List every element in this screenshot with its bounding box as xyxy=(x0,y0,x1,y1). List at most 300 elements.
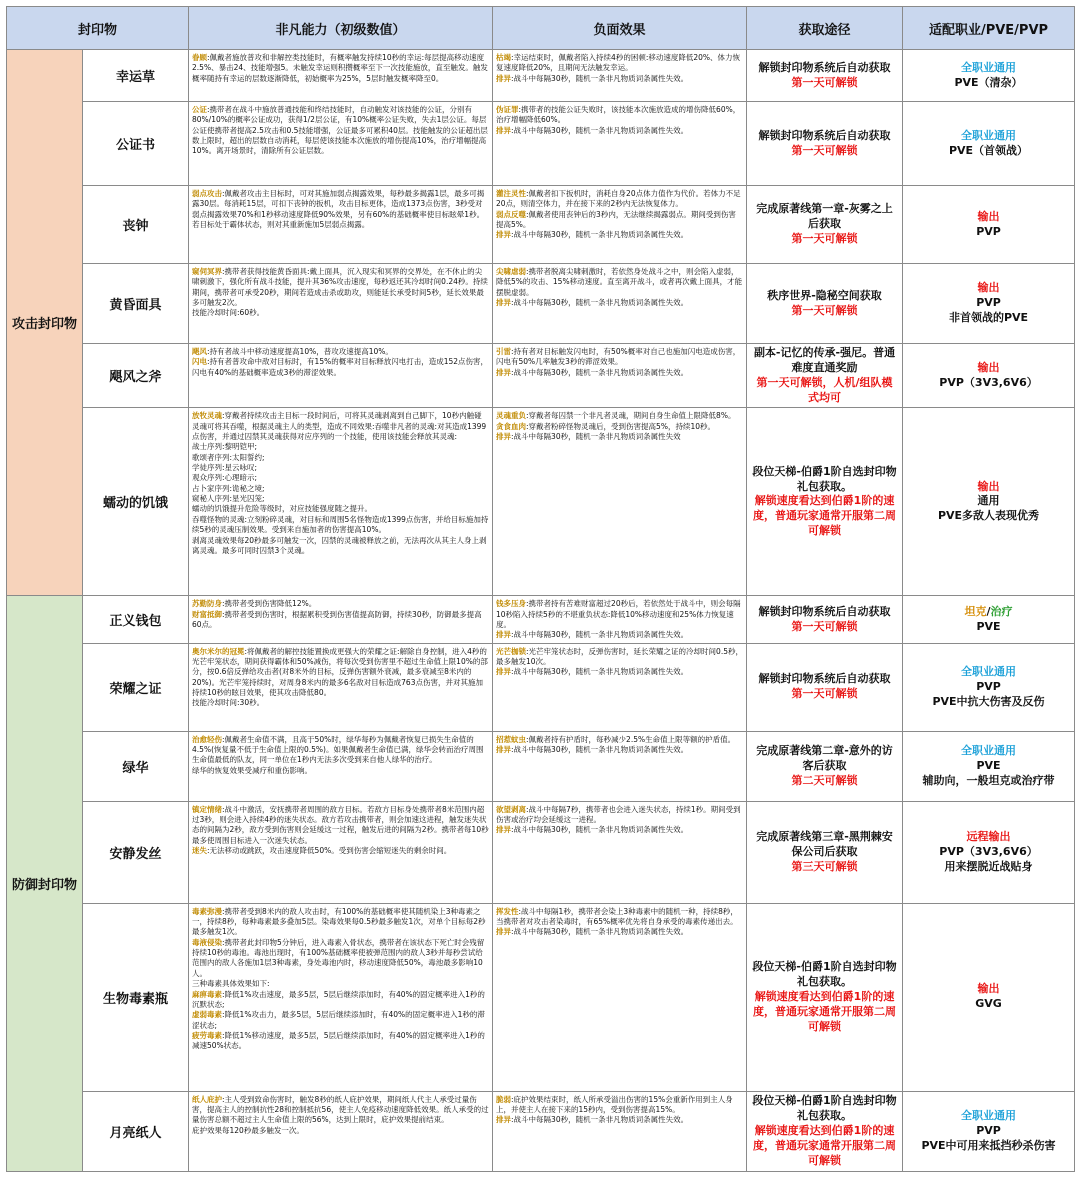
header-ability: 非凡能力（初级数值） xyxy=(189,7,493,50)
negative-term: 排异 xyxy=(496,825,512,835)
class-line: PVP（3V3,6V6） xyxy=(939,375,1038,389)
ability-term: 麻痹毒素 xyxy=(192,989,223,999)
acquire-line: 段位天梯-伯爵1阶自选封印物礼包获取。 xyxy=(752,464,897,493)
ability-line xyxy=(192,938,489,979)
class-line: PVE中抗大伤害及反伤 xyxy=(932,694,1045,708)
ability-text: :降低1%移动速度，最多5层，5层后继续添加时，有40%的固定概率进入1秒的减速50%状态。 xyxy=(192,1030,485,1051)
header-negative: 负面效果 xyxy=(493,7,747,50)
negative-term: 引雷 xyxy=(496,347,512,356)
table-row xyxy=(7,731,1075,801)
class-cell xyxy=(903,731,1075,801)
ability-text: :将佩戴者的解控技能置换成更强大的荣耀之证:解除自身控制，进入4秒的光芒牢笼状态，期间获得霸体和50%减伤，将每次受到伤害里不超过生命值上限10%的部分，按0.6倍反弹给攻击者(对8米外的目标，反弹伤害额外衰减，最多衰减至8米内的20%)。光芒牢笼持续时，对周身8米内的最多6名敌对目标造成763点伤害，并对其施加持续10秒的眩目效果，使其攻击降低80。 xyxy=(192,646,488,698)
acquire-line: 第二天可解锁 xyxy=(791,773,858,787)
acquire-cell xyxy=(747,102,903,186)
ability-term: 眷顾 xyxy=(192,53,208,62)
ability-term: 迷失 xyxy=(192,846,208,856)
ability-text: :携带者受到伤害时，根据累积受到伤害值提高防御，持续30秒，防御最多提高60点。 xyxy=(192,609,482,630)
negative-term: 排异 xyxy=(496,667,512,677)
ability-line xyxy=(192,53,489,84)
negative-line xyxy=(496,210,743,231)
negative-text: :幸运结束时，佩戴者陷入持续4秒的困顿:移动速度降低20%、体力恢复速度降低20%，且期间无法触发幸运。 xyxy=(496,53,741,73)
seal-name: 月亮纸人 xyxy=(83,1091,189,1171)
acquire-line: 第一天可解锁，人机/组队模式均可 xyxy=(756,375,893,404)
acquire-cell xyxy=(747,643,903,731)
class-line: 输出 xyxy=(977,479,1000,493)
negative-term: 灵魂重负 xyxy=(496,411,527,421)
negative-line xyxy=(496,630,743,640)
ability-line xyxy=(192,1010,489,1031)
ability-term: 苏勤防身 xyxy=(192,599,223,609)
negative-term: 排异 xyxy=(496,73,512,83)
table-row xyxy=(7,801,1075,903)
ability-cell xyxy=(189,50,493,102)
negative-cell xyxy=(493,186,747,264)
acquire-cell xyxy=(747,264,903,344)
negative-line xyxy=(496,422,743,432)
ability-line xyxy=(192,504,489,514)
ability-line xyxy=(192,473,489,483)
negative-text: :战斗中每隔30秒，随机一条非凡物质词条属性失效。 xyxy=(511,125,689,135)
acquire-line: 第一天可解锁 xyxy=(791,619,858,633)
negative-term: 排异 xyxy=(496,125,512,135)
negative-line xyxy=(496,189,743,210)
ability-text: 吞噬怪物的灵魂:立刻粉碎灵魂，对目标和周围5名怪物造成1399点伤害，并给目标施加持续5秒的灵魂压制效果。受到来自施加者的伤害提高10%。 xyxy=(192,514,489,535)
ability-text: 蠕动的饥饿提升危险等级时，对应技能强度随之提升。 xyxy=(192,504,373,514)
negative-text: :战斗中每隔30秒，随机一条非凡物质词条属性失效。 xyxy=(511,298,689,308)
ability-term: 虚弱毒素 xyxy=(192,1010,223,1020)
ability-cell xyxy=(189,186,493,264)
class-line: 用来摆脱近战贴身 xyxy=(944,859,1033,873)
seal-object-table xyxy=(6,6,1075,1172)
negative-line xyxy=(496,432,743,442)
class-cell xyxy=(903,344,1075,408)
ability-text: :携带者获得技能黄昏面具:戴上面具，沉入现实和冥界的交界处，在不休止的尖啸刺激下，强化所有战斗技能，提升其36%攻击速度，每秒返还其冷却时间0.24秒。持续期间，携带者可承受20秒，期间若造成击杀或助攻，则能延长承受时间5秒，延长效果最多可触发2次。 xyxy=(192,267,488,308)
acquire-line: 完成原著线第二章-意外的访客后获取 xyxy=(756,743,893,772)
ability-text: :持有者战斗中移动速度提高10%，普攻攻速提高10%。 xyxy=(207,347,393,356)
ability-text: :降低1%攻击力，最多5层，5层后继续添加时，有40%的固定概率进入1秒的滞涩状态; xyxy=(192,1010,485,1030)
negative-cell xyxy=(493,903,747,1091)
class-line: 辅助向，一般坦克或治疗带 xyxy=(922,773,1055,787)
negative-term: 脆弱 xyxy=(496,1094,512,1104)
ability-term: 弱点攻击 xyxy=(192,189,223,198)
ability-term: 毒素弥漫 xyxy=(192,906,223,916)
acquire-line: 第一天可解锁 xyxy=(791,231,858,245)
ability-text: :穿戴者持续攻击主目标一段时间后，可将其灵魂剥离到自己脚下，10秒内触碰灵魂可将其吞噬，根据灵魂主人的类型，造成不同效果:吞噬非凡者的灵魂:对其造成1399点伤害，并通过囚禁其灵魂获得对应序列的一个技能，使用该技能会释放其灵魂: xyxy=(192,411,487,442)
ability-text: :持有者普攻命中敌对目标时，有15%的概率对目标释放闪电打击，造成152点伤害，闪电有40%的基础概率造成3秒的滞涩效果。 xyxy=(192,357,489,377)
ability-line xyxy=(192,189,489,230)
negative-text: :战斗中每隔30秒，随机一条非凡物质词条属性失效。 xyxy=(511,1115,689,1125)
acquire-line: 解锁封印物系统后自动获取 xyxy=(758,604,891,618)
class-line: 全职业通用 xyxy=(961,60,1017,74)
negative-cell xyxy=(493,731,747,801)
table-row xyxy=(7,596,1075,643)
negative-cell xyxy=(493,643,747,731)
negative-term: 弱点反噬 xyxy=(496,209,527,219)
class-cell xyxy=(903,903,1075,1091)
table-row xyxy=(7,102,1075,186)
negative-term: 排异 xyxy=(496,927,512,937)
negative-cell xyxy=(493,50,747,102)
ability-cell xyxy=(189,102,493,186)
ability-text: 战士序列:黎明铠甲; xyxy=(192,442,258,452)
ability-text: 剥离灵魂效果每20秒最多可触发一次，囚禁的灵魂被释放之前，无法再次从其主人身上剥离灵魂。最多可同时囚禁3个灵魂。 xyxy=(192,535,487,555)
seal-name: 黄昏面具 xyxy=(83,264,189,344)
acquire-line: 解锁速度看达到伯爵1阶的速度，普通玩家通常开服第二周可解锁 xyxy=(753,494,897,538)
ability-line xyxy=(192,357,489,378)
ability-text: 学徒序列:星云咏叹; xyxy=(192,463,258,473)
class-cell xyxy=(903,408,1075,596)
acquire-cell xyxy=(747,50,903,102)
negative-text: :战斗中每隔1秒，携带者会染上3种毒素中的随机一种，持续8秒，当携带者对攻击者染毒时，有65%概率优先将自身承受的毒素传递出去。 xyxy=(496,906,738,927)
acquire-line: 解锁封印物系统后自动获取 xyxy=(758,60,891,74)
ability-line xyxy=(192,308,489,318)
negative-text: :佩戴者持有护盾时，每秒减少2.5%生命值上限等额的护盾值。 xyxy=(526,734,736,744)
ability-cell xyxy=(189,731,493,801)
negative-term: 排异 xyxy=(496,745,512,755)
ability-line xyxy=(192,442,489,452)
ability-line xyxy=(192,347,489,357)
class-line xyxy=(907,605,1070,620)
acquire-line: 秩序世界-隐秘空间获取 xyxy=(767,288,882,302)
ability-text: 窥秘人序列:星光囚笼; xyxy=(192,494,265,504)
negative-text: :佩戴者使用丧钟后的3秒内，无法继续揭露弱点。期间受到伤害提高5%。 xyxy=(496,209,736,230)
class-line: PVE（清杂） xyxy=(954,75,1023,89)
acquire-line: 解锁封印物系统后自动获取 xyxy=(758,128,891,142)
class-line: PVE多敌人表现优秀 xyxy=(937,509,1040,523)
seal-name: 幸运草 xyxy=(83,50,189,102)
ability-cell xyxy=(189,903,493,1091)
class-line: PVP（3V3,6V6） xyxy=(939,844,1038,858)
acquire-cell xyxy=(747,731,903,801)
ability-cell xyxy=(189,264,493,344)
negative-cell xyxy=(493,408,747,596)
header-class: 适配职业/PVE/PVP xyxy=(903,7,1075,50)
class-line: PVE（首领战） xyxy=(948,143,1029,157)
ability-line xyxy=(192,990,489,1011)
negative-text: :战斗中每隔30秒，随机一条非凡物质词条属性失效。 xyxy=(511,73,689,83)
negative-text: :战斗中每隔30秒，随机一条非凡物质词条属性失效。 xyxy=(511,825,689,835)
ability-text: :无法移动或跳跃，攻击速度降低50%。受到伤害会缩短迷失的剩余时间。 xyxy=(207,846,452,856)
negative-text: :战斗中每隔30秒，随机一条非凡物质词条属性失效 xyxy=(511,432,681,442)
acquire-cell xyxy=(747,344,903,408)
seal-name: 蠕动的饥饿 xyxy=(83,408,189,596)
negative-line xyxy=(496,647,743,668)
class-cell xyxy=(903,596,1075,643)
negative-cell xyxy=(493,801,747,903)
negative-term: 钱多压身 xyxy=(496,599,527,609)
negative-line xyxy=(496,667,743,677)
ability-line xyxy=(192,515,489,536)
table-row xyxy=(7,408,1075,596)
ability-text: 绿华的恢复效果受减疗和重伤影响。 xyxy=(192,765,313,775)
acquire-line: 段位天梯-伯爵1阶自选封印物礼包获取。 xyxy=(752,960,897,988)
ability-line xyxy=(192,735,489,766)
class-line: PVP xyxy=(976,1123,1001,1137)
header-acquire: 获取途径 xyxy=(747,7,903,50)
ability-term: 放牧灵魂 xyxy=(192,411,223,421)
ability-line xyxy=(192,484,489,494)
class-line: PVP xyxy=(976,296,1001,310)
negative-text: :战斗中每隔7秒，携带者也会进入迷失状态，持续1秒。期间受到伤害或治疗均会延缓这一进程。 xyxy=(496,804,741,825)
header-seal-object: 封印物 xyxy=(7,7,189,50)
negative-text: :携带者的技能公证失败时，该技能本次施放造成的增伤降低60%，治疗增幅降低60%。 xyxy=(496,105,741,125)
negative-term: 招惹蚊虫 xyxy=(496,734,527,744)
seal-name: 飓风之斧 xyxy=(83,344,189,408)
negative-line xyxy=(496,745,743,755)
negative-line xyxy=(496,230,743,240)
negative-term: 排异 xyxy=(496,298,512,308)
acquire-line: 解锁速度看达到伯爵1阶的速度，普通玩家通常开服第二周可解锁 xyxy=(753,989,897,1033)
acquire-cell xyxy=(747,1091,903,1171)
table-row xyxy=(7,50,1075,102)
class-line: 输出 xyxy=(977,281,1000,295)
ability-text: 三种毒素具体效果如下: xyxy=(192,979,270,989)
ability-line xyxy=(192,698,489,708)
ability-text: :佩戴者生命值不满，且高于50%时，绿华每秒为佩戴者恢复已损失生命值的4.5%(恢复量不低于生命值上限的0.5%)。如果佩戴者生命值已满，绿华会转而治疗周围生命值最低的队友，同一单位在1秒内无法多次受到来自他人绿华的治疗。 xyxy=(192,734,484,765)
negative-line xyxy=(496,735,743,745)
class-line: 全职业通用 xyxy=(961,128,1017,142)
class-line: PVP xyxy=(976,679,1001,693)
seal-name: 丧钟 xyxy=(83,186,189,264)
class-cell xyxy=(903,264,1075,344)
class-line: 通用 xyxy=(977,494,1000,508)
ability-line xyxy=(192,453,489,463)
ability-term: 纸人庇护 xyxy=(192,1094,223,1104)
ability-line xyxy=(192,599,489,609)
acquire-cell xyxy=(747,408,903,596)
class-cell xyxy=(903,186,1075,264)
group-label: 攻击封印物 xyxy=(7,50,83,596)
ability-text: 占卜家序列:诡秘之境; xyxy=(192,483,265,493)
negative-cell xyxy=(493,102,747,186)
negative-term: 枯竭 xyxy=(496,53,512,62)
seal-name: 安静发丝 xyxy=(83,801,189,903)
negative-text: :战斗中每隔30秒，随机一条非凡物质词条属性失效。 xyxy=(511,667,689,677)
seal-name: 荣耀之证 xyxy=(83,643,189,731)
negative-line xyxy=(496,74,743,84)
negative-cell xyxy=(493,264,747,344)
class-part: 治疗 xyxy=(990,604,1013,618)
class-cell xyxy=(903,801,1075,903)
ability-cell xyxy=(189,596,493,643)
negative-text: :穿戴者粉碎怪物灵魂后，受到伤害提高5%，持续10秒。 xyxy=(526,421,715,431)
ability-text: 技能冷却时间:30秒。 xyxy=(192,698,265,708)
acquire-line: 第一天可解锁 xyxy=(791,303,858,317)
negative-cell xyxy=(493,596,747,643)
ability-line xyxy=(192,610,489,631)
negative-cell xyxy=(493,344,747,408)
acquire-cell xyxy=(747,186,903,264)
ability-line xyxy=(192,1095,489,1126)
negative-line xyxy=(496,126,743,136)
acquire-cell xyxy=(747,903,903,1091)
negative-text: :穿戴者每囚禁一个非凡者灵魂，期间自身生命值上限降低8%。 xyxy=(526,411,736,421)
table-header xyxy=(7,7,1075,50)
seal-table-container xyxy=(6,6,1074,1172)
negative-term: 贪食血肉 xyxy=(496,421,527,431)
ability-cell xyxy=(189,643,493,731)
negative-term: 尖啸虐弱 xyxy=(496,267,527,276)
acquire-line: 完成原著线第一章-灰雾之上后获取 xyxy=(756,202,893,231)
ability-term: 财富抵御 xyxy=(192,609,223,619)
class-part: 坦克 xyxy=(964,604,987,618)
class-cell xyxy=(903,102,1075,186)
ability-text: :携带者在战斗中施放普通技能和终结技能时，自动触发对该技能的公证，分别有80%/10%的概率公证成功，获得1/2层公证，有10%概率公证失败，失去1层公证。每层公证使携带者提高2.5攻击和0.5技能增强，公证最多可累积40层。技能触发的公证超出层数上限时，超出的层数自动消耗，每层使该技能本次施放的增伤提高10%，治疗增幅提高10%。离开场景时，清除所有公证层数。 xyxy=(192,105,488,156)
negative-text: :庇护效果结束时，纸人所承受溢出伤害的15%会重新作用到主人身上，并使主人在接下来的15秒内，受到伤害提高15%。 xyxy=(496,1094,733,1115)
ability-term: 公证 xyxy=(192,105,208,114)
negative-line xyxy=(496,347,743,368)
negative-line xyxy=(496,298,743,308)
negative-line xyxy=(496,53,743,74)
negative-term: 欲望剥离 xyxy=(496,804,527,814)
ability-line xyxy=(192,105,489,157)
negative-text: :持有者对目标触发闪电时，有50%概率对自己也施加闪电造成伤害，闪电有50%几率触发3秒的滞涩效果。 xyxy=(496,347,741,367)
ability-line xyxy=(192,411,489,442)
negative-term: 排异 xyxy=(496,432,512,442)
class-cell xyxy=(903,50,1075,102)
negative-term: 伪证罪 xyxy=(496,105,519,114)
negative-line xyxy=(496,267,743,298)
table-body xyxy=(7,50,1075,1172)
ability-line xyxy=(192,494,489,504)
negative-term: 排异 xyxy=(496,1115,512,1125)
ability-term: 闪电 xyxy=(192,357,208,367)
seal-name: 绿华 xyxy=(83,731,189,801)
class-cell xyxy=(903,643,1075,731)
negative-line xyxy=(496,805,743,826)
ability-text: :战斗中激活，安抚携带者周围的敌方目标。若敌方目标身处携带者8米范围内超过3秒，则会进入持续4秒的迷失状态。敌方若攻击携带者，则会加速这进程，触发迷失状态的间隔为2秒，敌方受到伤害则会延缓这一过程，触发后进的间隔为2秒。携带者每10秒最多使周围目标进入一次迷失状态。 xyxy=(192,804,489,845)
class-line: PVE xyxy=(976,619,1001,633)
ability-cell xyxy=(189,1091,493,1171)
negative-term: 挥发性 xyxy=(496,906,519,916)
ability-text: 歌颂者序列:太阳誓约; xyxy=(192,452,265,462)
ability-text: :降低1%攻击速度，最多5层，5层后继续添加时，有40%的固定概率进入1秒的沉默状态; xyxy=(192,989,485,1009)
ability-term: 窥伺冥界 xyxy=(192,267,223,276)
class-line: PVE中可用来抵挡秒杀伤害 xyxy=(921,1138,1056,1152)
ability-text: :携带者此封印物5分钟后，进入毒素入骨状态，携带者在该状态下死亡时会残留持续10秒的毒池。毒池出现时，有100%基础概率使被弹范围内的敌人3秒并每秒尝试给范围内的敌人各施加1层3种毒素，身处毒池内时，移动速度降低50%，毒池最多影响10人。 xyxy=(192,937,485,978)
group-label: 防御封印物 xyxy=(7,596,83,1171)
ability-text: :佩戴者攻击主目标时，可对其施加弱点揭露效果，每秒最多揭露1层，最多可揭露30层。每消耗15层，可扣下丧钟的扳机，攻击目标更体，造成1373点伤害，3秒受对弱点揭露效果70%和1秒移动速度降低90%效果，另有60%的基础概率使目标眩晕1秒。若目标处于霸体状态，则对其重新施加5层弱点揭露。 xyxy=(192,189,485,230)
negative-term: 灌注灵性 xyxy=(496,189,527,198)
class-line: GVG xyxy=(975,997,1002,1011)
negative-line xyxy=(496,411,743,421)
seal-name: 正义钱包 xyxy=(83,596,189,643)
ability-term: 疲劳毒素 xyxy=(192,1030,223,1040)
ability-term: 治愈轻伤 xyxy=(192,734,223,744)
negative-line xyxy=(496,1115,743,1125)
ability-text: 技能冷却时间:60秒。 xyxy=(192,308,265,318)
acquire-line: 完成原著线第三章-黑荆棘安保公司后获取 xyxy=(756,829,893,858)
ability-cell xyxy=(189,344,493,408)
table-row xyxy=(7,264,1075,344)
ability-line xyxy=(192,463,489,473)
ability-text: :携带者受到伤害降低12%。 xyxy=(222,599,317,609)
negative-line xyxy=(496,927,743,937)
acquire-line: 第一天可解锁 xyxy=(791,75,858,89)
negative-text: :战斗中每隔30秒，随机一条非凡物质词条属性失效。 xyxy=(511,630,689,640)
ability-line xyxy=(192,846,489,856)
ability-term: 飓风 xyxy=(192,347,208,356)
class-line: PVP xyxy=(976,224,1001,238)
ability-line xyxy=(192,907,489,938)
ability-term: 奥尔米尔的冠冕 xyxy=(192,646,245,656)
negative-text: :战斗中每隔30秒，随机一条非凡物质词条属性失效。 xyxy=(511,230,689,240)
ability-line xyxy=(192,766,489,776)
class-line: 输出 xyxy=(977,360,1000,374)
acquire-cell xyxy=(747,596,903,643)
ability-line xyxy=(192,805,489,846)
negative-text: :战斗中每隔30秒，随机一条非凡物质词条属性失效。 xyxy=(511,367,689,377)
negative-line xyxy=(496,368,743,378)
ability-cell xyxy=(189,408,493,596)
negative-line xyxy=(496,907,743,928)
class-part: / xyxy=(986,604,991,618)
ability-line xyxy=(192,1031,489,1052)
table-row xyxy=(7,643,1075,731)
negative-text: :携带者持有苦难财富超过20秒后，若依然处于战斗中，则会每隔10秒陷入持续5秒的不堪重负状态:降低10%移动速度和25%体力恢复速度。 xyxy=(496,599,741,630)
negative-line xyxy=(496,1095,743,1116)
ability-text: 观众序列:心理暗示; xyxy=(192,473,258,483)
acquire-line: 解锁速度看达到伯爵1阶的速度，普通玩家通常开服第二周可解锁 xyxy=(753,1123,897,1167)
ability-line xyxy=(192,1126,489,1136)
class-cell xyxy=(903,1091,1075,1171)
table-row xyxy=(7,1091,1075,1171)
negative-text: :携带者脱离尖啸刺激时，若依然身处战斗之中，则会陷入虚弱，降低5%的攻击、15%移动速度。直至离开战斗，或者再次戴上面具，才能摆脱虚弱。 xyxy=(496,267,743,297)
negative-text: :战斗中每隔30秒，随机一条非凡物质词条属性失效。 xyxy=(511,745,689,755)
class-line: 全职业通用 xyxy=(961,743,1017,757)
class-line: 非首领战的PVE xyxy=(948,310,1029,324)
ability-term: 毒液侵染 xyxy=(192,937,223,947)
ability-text: :携带者受到8米内的敌人攻击时，有100%的基础概率使其随机染上3种毒素之一，持续8秒，每种毒素最多叠加5层。染毒效果每0.5秒最多触发1次，对单个目标每2秒最多触发1次。 xyxy=(192,906,486,937)
class-line: 全职业通用 xyxy=(961,664,1017,678)
seal-name: 生物毒素瓶 xyxy=(83,903,189,1091)
acquire-line: 第一天可解锁 xyxy=(791,143,858,157)
ability-text: :佩戴者施放普攻和非解控类技能时，有概率触发持续10秒的幸运:每层提高移动速度2.5%、暴击24、技能增强5。未触发幸运则积攒概率至下一次技能施放，直至触发。触发概率随持有幸运的层数逐渐降低，初始概率为25%，5层时触发概率降至0。 xyxy=(192,53,488,83)
ability-line xyxy=(192,267,489,308)
class-line: 全职业通用 xyxy=(961,1108,1017,1122)
ability-line xyxy=(192,979,489,989)
table-row xyxy=(7,344,1075,408)
acquire-cell xyxy=(747,801,903,903)
seal-name: 公证书 xyxy=(83,102,189,186)
negative-text: :战斗中每隔30秒，随机一条非凡物质词条属性失效。 xyxy=(511,927,689,937)
acquire-line: 段位天梯-伯爵1阶自选封印物礼包获取。 xyxy=(752,1094,897,1122)
ability-text: :主人受到致命伤害时，触发8秒的纸人庇护效果，期间纸人代主人承受过量伤害，提高主人的控制抗性28和控制抵抗56，使主人免疫移动速度降低效果。纸人承受的过量伤害总额不超过主人生命值上限的56%，达到上限时，庇护效果提前结束。 xyxy=(192,1094,489,1125)
negative-term: 排异 xyxy=(496,367,512,377)
acquire-line: 第一天可解锁 xyxy=(791,687,858,701)
class-line: 输出 xyxy=(977,982,1000,996)
ability-line xyxy=(192,536,489,557)
negative-line xyxy=(496,105,743,126)
ability-term: 镇定情绪 xyxy=(192,804,223,814)
table-row xyxy=(7,186,1075,264)
class-line: 输出 xyxy=(977,209,1000,223)
negative-text: :佩戴者扣下扳机时，消耗自身20点体力值作为代价。若体力不足20点，则清空体力，并在接下来的2秒内无法恢复体力。 xyxy=(496,189,741,209)
negative-line xyxy=(496,825,743,835)
negative-term: 光芒枷锁 xyxy=(496,646,527,656)
negative-term: 排异 xyxy=(496,630,512,640)
acquire-line: 解锁封印物系统后自动获取 xyxy=(758,672,891,686)
negative-term: 排异 xyxy=(496,230,512,240)
ability-line xyxy=(192,647,489,699)
acquire-line: 副本-记忆的传承-强尼。普通难度直通奖励 xyxy=(753,346,896,374)
negative-line xyxy=(496,599,743,630)
class-line: PVE xyxy=(976,758,1001,772)
table-row xyxy=(7,903,1075,1091)
negative-cell xyxy=(493,1091,747,1171)
negative-text: :光芒牢笼状态时，反弹伤害时，延长荣耀之证的冷却时间0.5秒，最多触发10次。 xyxy=(496,646,743,667)
ability-cell xyxy=(189,801,493,903)
